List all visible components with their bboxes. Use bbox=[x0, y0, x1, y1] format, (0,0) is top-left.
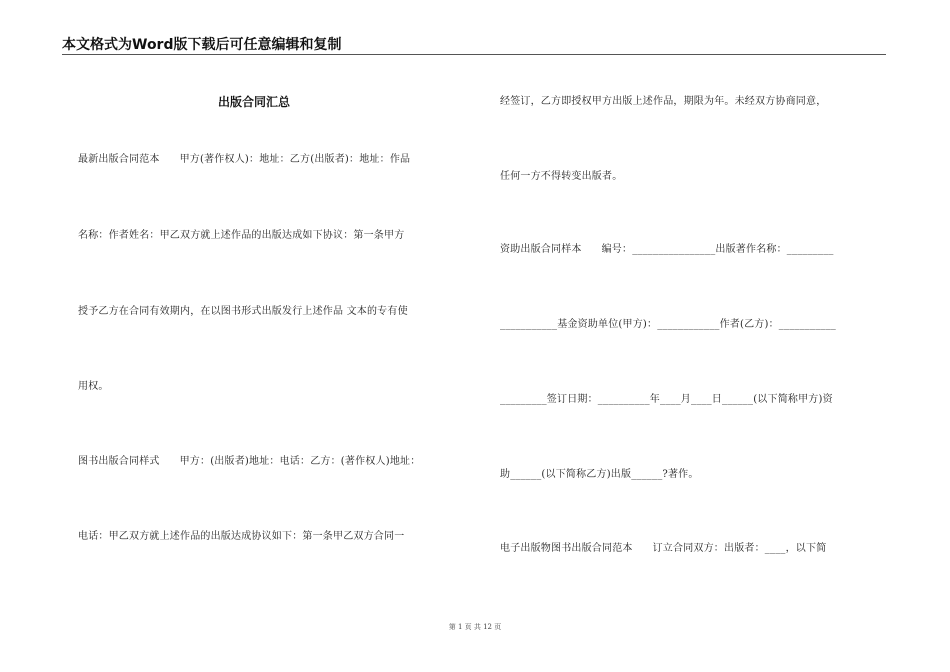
left-line-4 bbox=[78, 380, 109, 394]
right-line-5-text: _________签订日期：__________年____月____日______(以下简称甲方)资 bbox=[500, 394, 833, 405]
right-line-3 bbox=[500, 243, 834, 257]
left-line-6 bbox=[78, 530, 404, 544]
right-line-4-text: ___________基金资助单位(甲方)：____________作者(乙方)：___________ bbox=[500, 319, 837, 330]
right-line-7-text: 订立合同双方：出版者：____，以下简 bbox=[652, 543, 827, 554]
left-line-1-text: 甲方(著作权人)：地址：乙方(出版者)：地址：作品 bbox=[179, 154, 411, 165]
page-footer: 第 1 页 共 12 页 bbox=[448, 623, 502, 631]
right-line-1-text: 经签订，乙方即授权甲方出版上述作品，期限为年。未经双方协商同意， bbox=[500, 96, 827, 107]
left-line-3 bbox=[78, 305, 408, 319]
left-line-5-text: 甲方：(出版者)地址：电话：乙方：(著作权人)地址： bbox=[179, 456, 421, 467]
page-header bbox=[62, 32, 886, 55]
right-line-5 bbox=[500, 393, 833, 407]
header-text: 本文格式为Word版下载后可任意编辑和复制 bbox=[62, 37, 342, 53]
right-line-1 bbox=[500, 95, 826, 109]
left-line-3-text: 授予乙方在合同有效期内，在以图书形式出版发行上述作品 文本的专有使 bbox=[78, 306, 408, 317]
right-line-3-heading: 资助出版合同样本 bbox=[500, 244, 582, 255]
left-line-6-text: 电话：甲乙双方就上述作品的出版达成协议如下：第一条甲乙双方合同一 bbox=[78, 531, 405, 542]
left-line-5-heading: 图书出版合同样式 bbox=[78, 456, 160, 467]
right-line-3-text: 编号：________________出版著作名称：_________ bbox=[601, 244, 834, 255]
right-line-2-text: 任何一方不得转变出版者。 bbox=[500, 171, 623, 182]
left-line-1-heading: 最新出版合同范本 bbox=[78, 154, 160, 165]
right-line-4 bbox=[500, 318, 836, 332]
left-line-4-text: 用权。 bbox=[78, 381, 109, 392]
left-line-2-text: 名称：作者姓名：甲乙双方就上述作品的出版达成如下协议：第一条甲方 bbox=[78, 230, 405, 241]
left-line-1 bbox=[78, 153, 410, 167]
right-line-2 bbox=[500, 170, 622, 184]
document-title: 出版合同汇总 bbox=[218, 95, 291, 109]
right-line-7 bbox=[500, 542, 826, 556]
left-line-5 bbox=[78, 455, 420, 469]
left-line-2 bbox=[78, 229, 404, 243]
right-line-6 bbox=[500, 468, 699, 482]
right-line-6-text: 助______(以下简称乙方)出版______?著作。 bbox=[500, 469, 699, 480]
right-line-7-heading: 电子出版物图书出版合同范本 bbox=[500, 543, 633, 554]
